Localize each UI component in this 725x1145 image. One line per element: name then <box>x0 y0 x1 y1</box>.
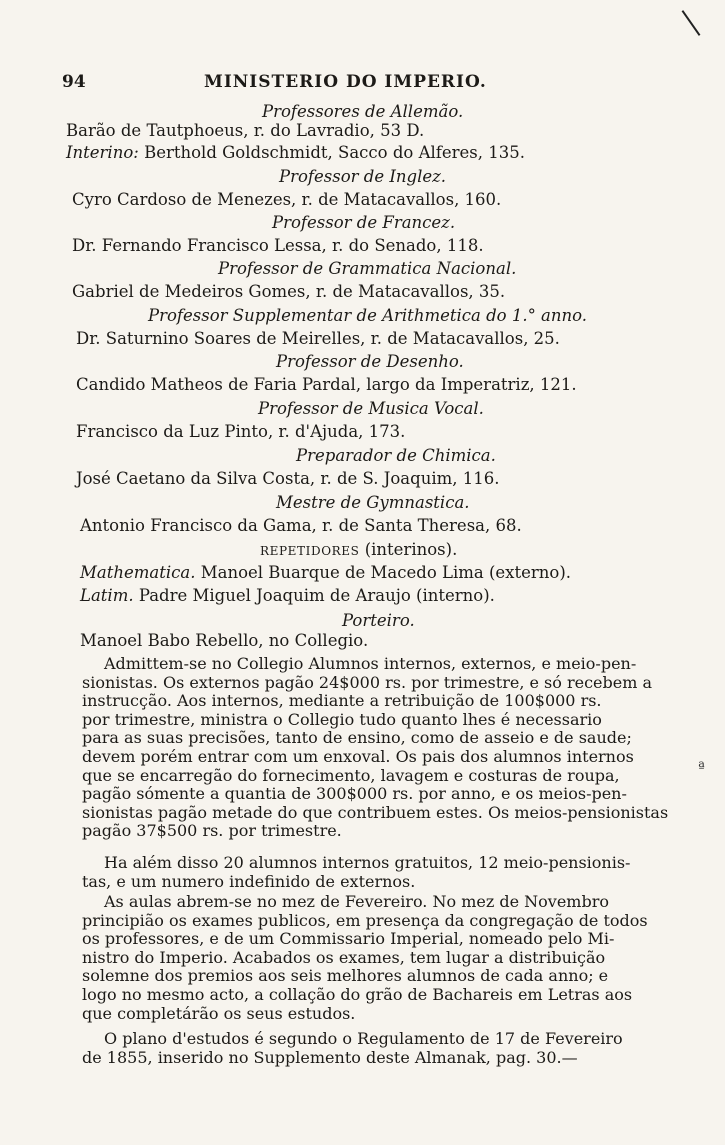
paragraph-line: Admittem-se no Collegio Alumnos internos, externos, e meio-pen- <box>104 654 637 673</box>
staff-entry <box>80 563 571 583</box>
paragraph-line: logo no mesmo acto, a collação do grão de Bachareis em Letras aos <box>82 985 633 1004</box>
staff-entry: José Caetano da Silva Costa, r. de S. Joaquim, 116. <box>76 469 500 488</box>
paragraph-line: pagão 37$500 rs. por trimestre. <box>82 821 342 841</box>
paragraph-line: pagão sómente a quantia de 300$000 rs. por anno, e os meios-pen- <box>82 784 627 804</box>
margin-mark: ª <box>698 760 705 776</box>
paragraph-line: O plano d'estudos é segundo o Regulamento de 17 de Fevereiro <box>104 1029 623 1048</box>
staff-entry: Manoel Babo Rebello, no Collegio. <box>80 631 369 650</box>
entry-text: Manoel Buarque de Macedo Lima (externo). <box>195 563 572 582</box>
paragraph-line: instrucção. Aos internos, mediante a retribuição de 100$000 rs. <box>82 691 602 711</box>
section-heading: Mestre de Gymnastica. <box>276 493 470 512</box>
paragraph-line: para as suas precisões, tanto de ensino, como de asseio e de saude; <box>82 728 632 748</box>
entry-text: Berthold Goldschmidt, Sacco do Alferes, 135. <box>138 143 525 162</box>
staff-entry <box>80 586 495 606</box>
entry-role-label: Latim. <box>80 586 134 605</box>
section-heading: Porteiro. <box>342 611 415 630</box>
subsection-heading <box>260 540 457 561</box>
paragraph-line: devem porém entrar com um enxoval. Os pais dos alumnos internos <box>82 747 634 766</box>
entry-role-label: Mathematica. <box>80 563 196 582</box>
page-header <box>62 72 618 96</box>
staff-entry: Dr. Saturnino Soares de Meirelles, r. de Matacavallos, 25. <box>76 329 560 348</box>
paragraph-line: sionistas. Os externos pagão 24$000 rs. por trimestre, e só recebem a <box>82 672 653 692</box>
staff-entry: Antonio Francisco da Gama, r. de Santa Theresa, 68. <box>80 516 522 535</box>
paragraph-line: nistro do Imperio. Acabados os exames, tem lugar a distribuição <box>82 947 606 967</box>
staff-entry: Gabriel de Medeiros Gomes, r. de Matacavallos, 35. <box>72 282 506 301</box>
entry-text: Padre Miguel Joaquim de Araujo (interno). <box>133 586 495 605</box>
scan-mark <box>682 10 701 36</box>
staff-entry <box>66 143 525 163</box>
section-heading: Professor de Desenho. <box>276 352 464 371</box>
paragraph-line: os professores, e de um Commissario Imperial, nomeado pelo Mi- <box>82 929 615 949</box>
section-heading: Professor de Francez. <box>272 213 456 232</box>
section-heading: Professores de Allemão. <box>262 102 464 121</box>
staff-entry: Dr. Fernando Francisco Lessa, r. do Senado, 118. <box>72 236 484 255</box>
section-heading: Professor Supplementar de Arithmetica do 1.° anno. <box>148 306 588 325</box>
paragraph-line: por trimestre, ministra o Collegio tudo quanto lhes é necessario <box>82 709 602 729</box>
paragraph-line: Ha além disso 20 alumnos internos gratuitos, 12 meio-pensionis- <box>104 853 631 872</box>
entry-role-label: Interino: <box>66 143 139 162</box>
staff-entry: Francisco da Luz Pinto, r. d'Ajuda, 173. <box>76 422 406 441</box>
paragraph-line: tas, e um numero indefinido de externos. <box>82 871 416 891</box>
paragraph-line: As aulas abrem-se no mez de Fevereiro. No mez de Novembro <box>104 892 609 911</box>
paragraph-line: que completárão os seus estudos. <box>82 1003 356 1023</box>
staff-entry: Cyro Cardoso de Menezes, r. de Matacavallos, 160. <box>72 190 502 209</box>
staff-entry: Candido Matheos de Faria Pardal, largo da Imperatriz, 121. <box>76 375 577 394</box>
paragraph-line: sionistas pagão metade do que contribuem estes. Os meios-pensionistas <box>82 802 669 822</box>
subsection-label: REPETIDORES <box>260 544 360 558</box>
paragraph-line: principião os exames publicos, em presença da congregação de todos <box>82 910 648 930</box>
section-heading: Preparador de Chimica. <box>296 446 496 465</box>
paragraph-line: que se encarregão do fornecimento, lavagem e costuras de roupa, <box>82 765 620 785</box>
entry-text: (interinos). <box>359 540 458 559</box>
section-heading: Professor de Musica Vocal. <box>258 399 484 418</box>
section-heading: Professor de Grammatica Nacional. <box>218 259 517 278</box>
running-title: MINISTERIO DO IMPERIO. <box>204 72 487 92</box>
section-heading: Professor de Inglez. <box>279 167 447 186</box>
staff-entry: Barão de Tautphoeus, r. do Lavradio, 53 D. <box>66 121 425 140</box>
page-number: 94 <box>62 72 86 92</box>
paragraph-line: de 1855, inserido no Supplemento deste Almanak, pag. 30.— <box>82 1047 578 1067</box>
paragraph-line: solemne dos premios aos seis melhores alumnos de cada anno; e <box>82 966 609 986</box>
